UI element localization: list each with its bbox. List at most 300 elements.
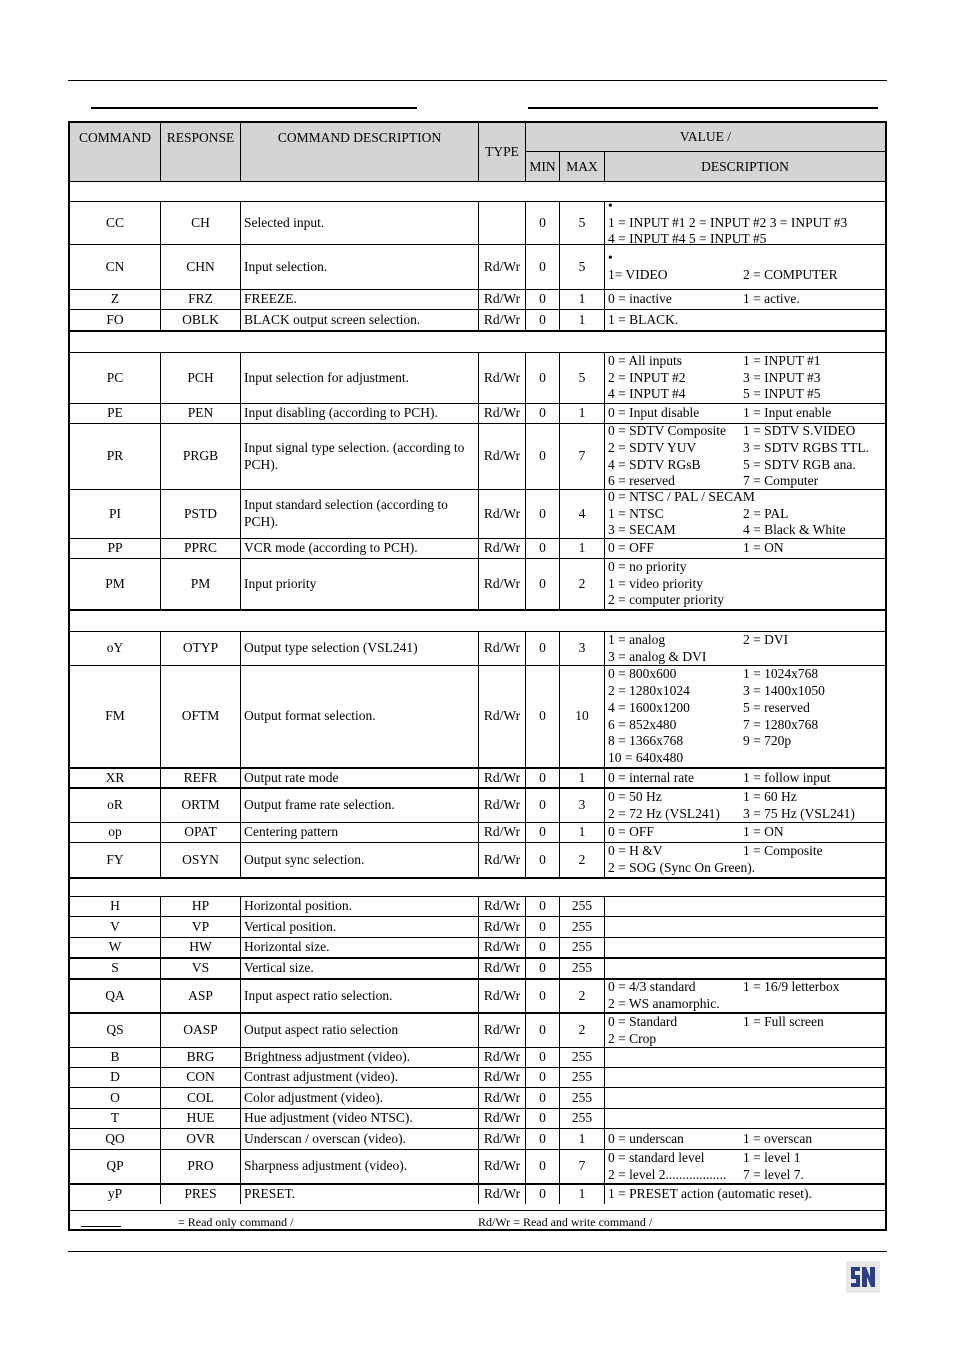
value-line-left: 0 = NTSC / PAL / SECAM: [608, 488, 755, 504]
cell-max: [559, 404, 604, 423]
cell-response-text: PCH: [187, 369, 214, 385]
cell-max-text: 255: [571, 1089, 593, 1105]
cell-description: [240, 632, 478, 665]
table-row: [70, 244, 885, 289]
cell-value-description: [604, 843, 885, 877]
cell-description: [240, 823, 478, 842]
cell-min: [525, 823, 559, 842]
value-line-left: 2 = SOG (Sync On Green).: [608, 860, 756, 875]
cell-max-text: 2: [578, 1022, 586, 1038]
value-line-left: 2 = 1280x1024: [608, 682, 690, 698]
cell-response-text: PM: [190, 575, 211, 591]
cell-description-text: Output sync selection.: [244, 851, 365, 867]
cell-command: [70, 917, 160, 937]
table-row: [70, 538, 885, 558]
cell-description-text: Input standard selection (according to PCH).: [244, 497, 448, 529]
cell-type: [478, 917, 525, 937]
value-line: [608, 423, 869, 440]
value-line: [608, 683, 825, 700]
cell-type-text: Rd/Wr: [483, 291, 521, 307]
cell-command: [70, 245, 160, 289]
cell-value-description: [604, 769, 885, 787]
table-row: [70, 1128, 885, 1149]
value-description-lines: [608, 250, 838, 284]
cell-min-text: 0: [539, 575, 546, 591]
value-line-left: 1 = BLACK.: [608, 311, 679, 327]
value-line-left: 4 = 1600x1200: [608, 699, 690, 715]
value-line-right: 3 = 1400x1050: [743, 682, 825, 698]
cell-type-text: Rd/Wr: [483, 960, 521, 976]
cell-response-text: OPAT: [184, 824, 217, 840]
cell-command: [70, 310, 160, 330]
cell-value-description: [604, 959, 885, 978]
cell-value-description: [604, 1014, 885, 1047]
cell-min: [525, 789, 559, 822]
cell-min: [525, 897, 559, 916]
cell-description-text: Hue adjustment (video NTSC).: [244, 1110, 413, 1126]
cell-description: [240, 1014, 478, 1047]
cell-response: [160, 1185, 240, 1204]
cell-response: [160, 666, 240, 767]
cell-type-text: Rd/Wr: [483, 987, 521, 1003]
cell-max-text: 1: [578, 311, 586, 327]
cell-value-description: [604, 1150, 885, 1183]
cell-type: [478, 823, 525, 842]
value-line-right: 7 = Computer: [743, 473, 819, 489]
table-row: [70, 1012, 885, 1047]
cell-max-text: 255: [571, 1110, 593, 1126]
value-line: [608, 843, 823, 860]
value-description-lines: [608, 312, 678, 329]
cell-description: [240, 938, 478, 957]
cell-min-text: 0: [539, 918, 546, 934]
cell-max-text: 255: [571, 918, 593, 934]
table-row: [70, 767, 885, 787]
value-line-left: 0 = underscan: [608, 1130, 684, 1146]
value-line-left: 1 = analog: [608, 631, 666, 647]
value-line: [608, 457, 869, 474]
cell-response: [160, 1150, 240, 1183]
cell-command-text: QO: [105, 1130, 125, 1146]
value-line-right: 1 = level 1: [743, 1149, 801, 1165]
cell-min-text: 0: [539, 1022, 546, 1038]
cell-value-description: [604, 404, 885, 423]
header-response: RESPONSE: [160, 123, 240, 152]
cell-command-text: FO: [106, 311, 124, 327]
cell-description-text: BLACK output screen selection.: [244, 311, 421, 327]
value-description-lines: [608, 770, 831, 787]
cell-response: [160, 490, 240, 538]
value-line-left: 0 = 50 Hz: [608, 788, 662, 804]
cell-min-text: 0: [539, 505, 546, 521]
header-value: VALUE /: [525, 123, 885, 152]
value-line-right: 1 = overscan: [743, 1130, 813, 1146]
cell-type: [478, 980, 525, 1012]
footer-read-only: = Read only command /: [178, 1215, 294, 1229]
cell-max-text: 255: [571, 1069, 593, 1085]
cell-response: [160, 1129, 240, 1149]
cell-max-text: 7: [578, 1158, 586, 1174]
cell-response: [160, 424, 240, 489]
cell-max: [559, 938, 604, 957]
cell-min: [525, 959, 559, 978]
value-line-right: 7 = 1280x768: [743, 716, 819, 732]
value-line-right: 1 = active.: [743, 291, 800, 307]
cell-max: [559, 310, 604, 330]
cell-max: [559, 789, 604, 822]
cell-response-text: PRGB: [182, 448, 219, 464]
cell-max-text: 10: [575, 708, 589, 724]
cell-type-text: Rd/Wr: [483, 797, 521, 813]
cell-command: [70, 1088, 160, 1108]
header-type: TYPE: [478, 123, 525, 181]
cell-command: [70, 666, 160, 767]
cell-command: [70, 490, 160, 538]
value-line-left: 4 = INPUT #4 5 = INPUT #5: [608, 231, 767, 247]
cell-command-text: FM: [105, 708, 125, 724]
value-line: [608, 250, 838, 267]
cell-max-text: 3: [578, 640, 586, 656]
cell-min: [525, 539, 559, 558]
cell-max: [559, 1150, 604, 1183]
cell-max-text: 3: [578, 797, 586, 813]
cell-min: [525, 769, 559, 787]
cell-description: [240, 559, 478, 609]
cell-description-text: PRESET.: [244, 1186, 296, 1202]
value-line-left: 1 = INPUT #1 2 = INPUT #2 3 = INPUT #3: [608, 214, 848, 230]
cell-response-text: CHN: [186, 258, 215, 274]
value-line-right: 7 = level 7.: [743, 1166, 804, 1182]
cell-description-text: FREEZE.: [244, 291, 297, 307]
header-divider-description: [240, 152, 241, 181]
cell-response: [160, 959, 240, 978]
cell-max-text: 1: [578, 769, 586, 785]
cell-max-text: 1: [578, 1130, 586, 1146]
cell-response: [160, 938, 240, 957]
cell-max-text: 7: [578, 448, 586, 464]
table-header: [70, 123, 885, 181]
cell-min-text: 0: [539, 1158, 546, 1174]
cell-description: [240, 1109, 478, 1128]
cell-command-text: W: [108, 939, 122, 955]
cell-command-text: QP: [106, 1158, 124, 1174]
value-line: [608, 733, 825, 750]
cell-command-text: FY: [106, 851, 124, 867]
value-line: [608, 405, 831, 422]
value-line: [608, 1186, 812, 1203]
cell-max-text: 2: [578, 987, 586, 1003]
value-line-right: 1 = INPUT #1: [743, 352, 821, 368]
table-row: [70, 403, 885, 423]
table-row: [70, 289, 885, 309]
value-description-lines: [608, 198, 847, 248]
cell-response-text: HP: [191, 898, 210, 914]
page-top-rule: [68, 80, 887, 81]
cell-description-text: VCR mode (according to PCH).: [244, 540, 418, 556]
value-line-left: 0 = Input disable: [608, 405, 700, 421]
cell-min-text: 0: [539, 258, 546, 274]
cell-description: [240, 1185, 478, 1204]
table-row: [70, 489, 885, 538]
cell-max: [559, 980, 604, 1012]
cell-command: [70, 959, 160, 978]
value-line: [608, 700, 825, 717]
cell-max: [559, 353, 604, 403]
brand-logo: [846, 1261, 880, 1293]
cell-type: [478, 789, 525, 822]
cell-min-text: 0: [539, 369, 546, 385]
cell-type: [478, 310, 525, 330]
cell-response-text: VS: [191, 960, 210, 976]
cell-description: [240, 666, 478, 767]
cell-max: [559, 424, 604, 489]
cell-max: [559, 769, 604, 787]
cell-command: [70, 823, 160, 842]
cell-command-text: op: [108, 824, 122, 840]
value-description-lines: [608, 540, 784, 557]
value-line-left: 2 = 72 Hz (VSL241): [608, 805, 720, 821]
cell-response-text: OTYP: [182, 640, 219, 656]
cell-description-text: Output aspect ratio selection: [244, 1022, 399, 1038]
value-line: [608, 592, 724, 609]
cell-command: [70, 1129, 160, 1149]
value-line: [608, 1031, 824, 1048]
value-line-right: 1 = Full screen: [743, 1013, 824, 1029]
cell-min: [525, 843, 559, 877]
cell-min-text: 0: [539, 987, 546, 1003]
cell-max: [559, 559, 604, 609]
cell-type-text: Rd/Wr: [483, 448, 521, 464]
cell-max-text: 255: [571, 898, 593, 914]
value-description-lines: [608, 1131, 812, 1148]
cell-min-text: 0: [539, 311, 546, 327]
cell-max-text: 5: [578, 369, 586, 385]
value-line: [608, 860, 823, 877]
cell-type-text: Rd/Wr: [483, 405, 521, 421]
value-line-left: 2 = level 2..................: [608, 1166, 727, 1182]
cell-max-text: 255: [571, 939, 593, 955]
cell-command: [70, 539, 160, 558]
cell-max: [559, 1088, 604, 1108]
cell-min-text: 0: [539, 960, 546, 976]
value-line-right: 5 = INPUT #5: [743, 386, 821, 402]
value-line-right: 1 = Input enable: [743, 405, 832, 421]
cell-type: [478, 202, 525, 244]
cell-command: [70, 632, 160, 665]
value-description-lines: [608, 824, 784, 841]
cell-value-description: [604, 490, 885, 538]
cell-response-text: OASP: [183, 1022, 218, 1038]
cell-type-text: Rd/Wr: [483, 505, 521, 521]
cell-command: [70, 789, 160, 822]
cell-type: [478, 843, 525, 877]
cell-type: [478, 1109, 525, 1128]
cell-response: [160, 245, 240, 289]
cell-response-text: PPRC: [183, 540, 218, 556]
value-line: [608, 215, 847, 232]
value-line: [608, 522, 846, 539]
section-separator-row: [70, 877, 885, 896]
cell-value-description: [604, 897, 885, 916]
value-line-left: 0 = inactive: [608, 291, 672, 307]
value-line: [608, 666, 825, 683]
cell-description-text: Vertical position.: [244, 918, 337, 934]
value-line-right: 2 = COMPUTER: [743, 267, 838, 282]
cell-type: [478, 632, 525, 665]
value-line: [608, 198, 847, 215]
value-line-right: 3 = SDTV RGBS TTL.: [743, 439, 870, 455]
cell-max: [559, 897, 604, 916]
table-row: [70, 309, 885, 330]
table-row: [70, 1087, 885, 1108]
cell-description: [240, 1048, 478, 1067]
header-description: COMMAND DESCRIPTION: [240, 123, 478, 152]
cell-max-text: 5: [578, 214, 586, 230]
cell-command-text: S: [111, 960, 119, 976]
value-line-left: 1 = video priority: [608, 575, 703, 591]
cell-min-text: 0: [539, 1130, 546, 1146]
value-line-right: 3 = INPUT #3: [743, 369, 821, 385]
value-description-lines: [608, 291, 800, 308]
value-line: [608, 1167, 804, 1184]
cell-description: [240, 353, 478, 403]
value-line: [608, 540, 784, 557]
cell-min-text: 0: [539, 797, 546, 813]
value-line-right: 9 = 720p: [743, 733, 792, 749]
cell-max-text: 255: [571, 1049, 593, 1065]
value-line-left: 0 = OFF: [608, 824, 654, 840]
cell-min: [525, 1014, 559, 1047]
table-row: [70, 1067, 885, 1087]
value-line: [608, 559, 724, 576]
cell-min: [525, 632, 559, 665]
cell-type-text: Rd/Wr: [483, 1049, 521, 1065]
cell-command: [70, 897, 160, 916]
cell-min: [525, 290, 559, 309]
value-line: [608, 750, 825, 767]
cell-value-description: [604, 1109, 885, 1128]
cell-max-text: 1: [578, 291, 586, 307]
value-line: [608, 806, 855, 823]
cell-value-description: [604, 917, 885, 937]
cell-min-text: 0: [539, 708, 546, 724]
cell-type-text: Rd/Wr: [483, 540, 521, 556]
cell-max-text: 1: [578, 540, 586, 556]
cell-command: [70, 353, 160, 403]
cell-response-text: OSYN: [182, 851, 219, 867]
value-line-right: 2 = PAL: [743, 505, 789, 521]
cell-command-text: V: [110, 918, 120, 934]
cell-type-text: Rd/Wr: [483, 369, 521, 385]
cell-response: [160, 559, 240, 609]
cell-max: [559, 632, 604, 665]
cell-type-text: Rd/Wr: [483, 575, 521, 591]
header-divider-response: [160, 152, 161, 181]
value-line-left: 0 = Standard: [608, 1013, 678, 1029]
cell-description-text: Color adjustment (video).: [244, 1089, 384, 1105]
cell-command-text: XR: [105, 769, 125, 785]
value-description-lines: [608, 353, 821, 403]
cell-response-text: ASP: [188, 987, 213, 1003]
value-line: [608, 386, 821, 403]
cell-min: [525, 1088, 559, 1108]
cell-type: [478, 490, 525, 538]
value-line-right: 5 = SDTV RGB ana.: [743, 456, 856, 472]
cell-description: [240, 424, 478, 489]
cell-type: [478, 1014, 525, 1047]
header-min: MIN: [525, 152, 559, 181]
cell-response-text: REFR: [183, 769, 218, 785]
cell-response-text: BRG: [186, 1049, 215, 1065]
value-line-right: 1 = SDTV S.VIDEO: [743, 422, 856, 438]
value-line-left: 2 = computer priority: [608, 592, 724, 608]
table-row: [70, 665, 885, 767]
value-line-right: 1 = ON: [743, 540, 784, 556]
value-description-lines: [608, 843, 823, 877]
cell-min-text: 0: [539, 214, 546, 230]
cell-command-text: T: [110, 1110, 120, 1126]
value-line: [608, 717, 825, 734]
cell-min-text: 0: [539, 291, 546, 307]
cell-description: [240, 1150, 478, 1183]
cell-command-text: PP: [107, 540, 123, 556]
cell-response: [160, 769, 240, 787]
cell-min-text: 0: [539, 540, 546, 556]
cell-max-text: 1: [578, 1186, 586, 1202]
cell-response: [160, 290, 240, 309]
cell-value-description: [604, 197, 885, 247]
value-line: [608, 824, 784, 841]
cell-type-text: Rd/Wr: [483, 851, 521, 867]
cell-max-text: 2: [578, 851, 586, 867]
value-line-left: 0 = All inputs: [608, 352, 682, 368]
cell-type-text: Rd/Wr: [483, 1130, 521, 1146]
cell-command-text: PM: [105, 575, 125, 591]
cell-type: [478, 559, 525, 609]
value-line: [608, 1150, 804, 1167]
cell-response-text: CON: [186, 1069, 215, 1085]
value-line-left: 0 = OFF: [608, 540, 654, 556]
value-line-left: 3 = SECAM: [608, 522, 676, 538]
cell-min-text: 0: [539, 640, 546, 656]
cell-type: [478, 769, 525, 787]
value-line: [608, 440, 869, 457]
cell-command-text: D: [110, 1069, 120, 1085]
value-line: [608, 473, 869, 490]
cell-min-text: 0: [539, 898, 546, 914]
cell-max-text: 1: [578, 405, 586, 421]
cell-min-text: 0: [539, 1186, 546, 1202]
cell-description: [240, 897, 478, 916]
cell-value-description: [604, 353, 885, 403]
cell-type-text: Rd/Wr: [483, 640, 521, 656]
cell-max: [559, 539, 604, 558]
cell-type: [478, 424, 525, 489]
value-line: [608, 789, 855, 806]
cell-description: [240, 1129, 478, 1149]
cell-response: [160, 632, 240, 665]
cell-min: [525, 245, 559, 289]
table-row: [70, 787, 885, 822]
table-row: [70, 822, 885, 842]
value-line: [608, 770, 831, 787]
cell-type-text: Rd/Wr: [483, 258, 521, 274]
cell-description-text: Sharpness adjustment (video).: [244, 1158, 408, 1174]
cell-command: [70, 1185, 160, 1204]
cell-response: [160, 789, 240, 822]
cell-min: [525, 1150, 559, 1183]
value-line: [608, 979, 839, 996]
